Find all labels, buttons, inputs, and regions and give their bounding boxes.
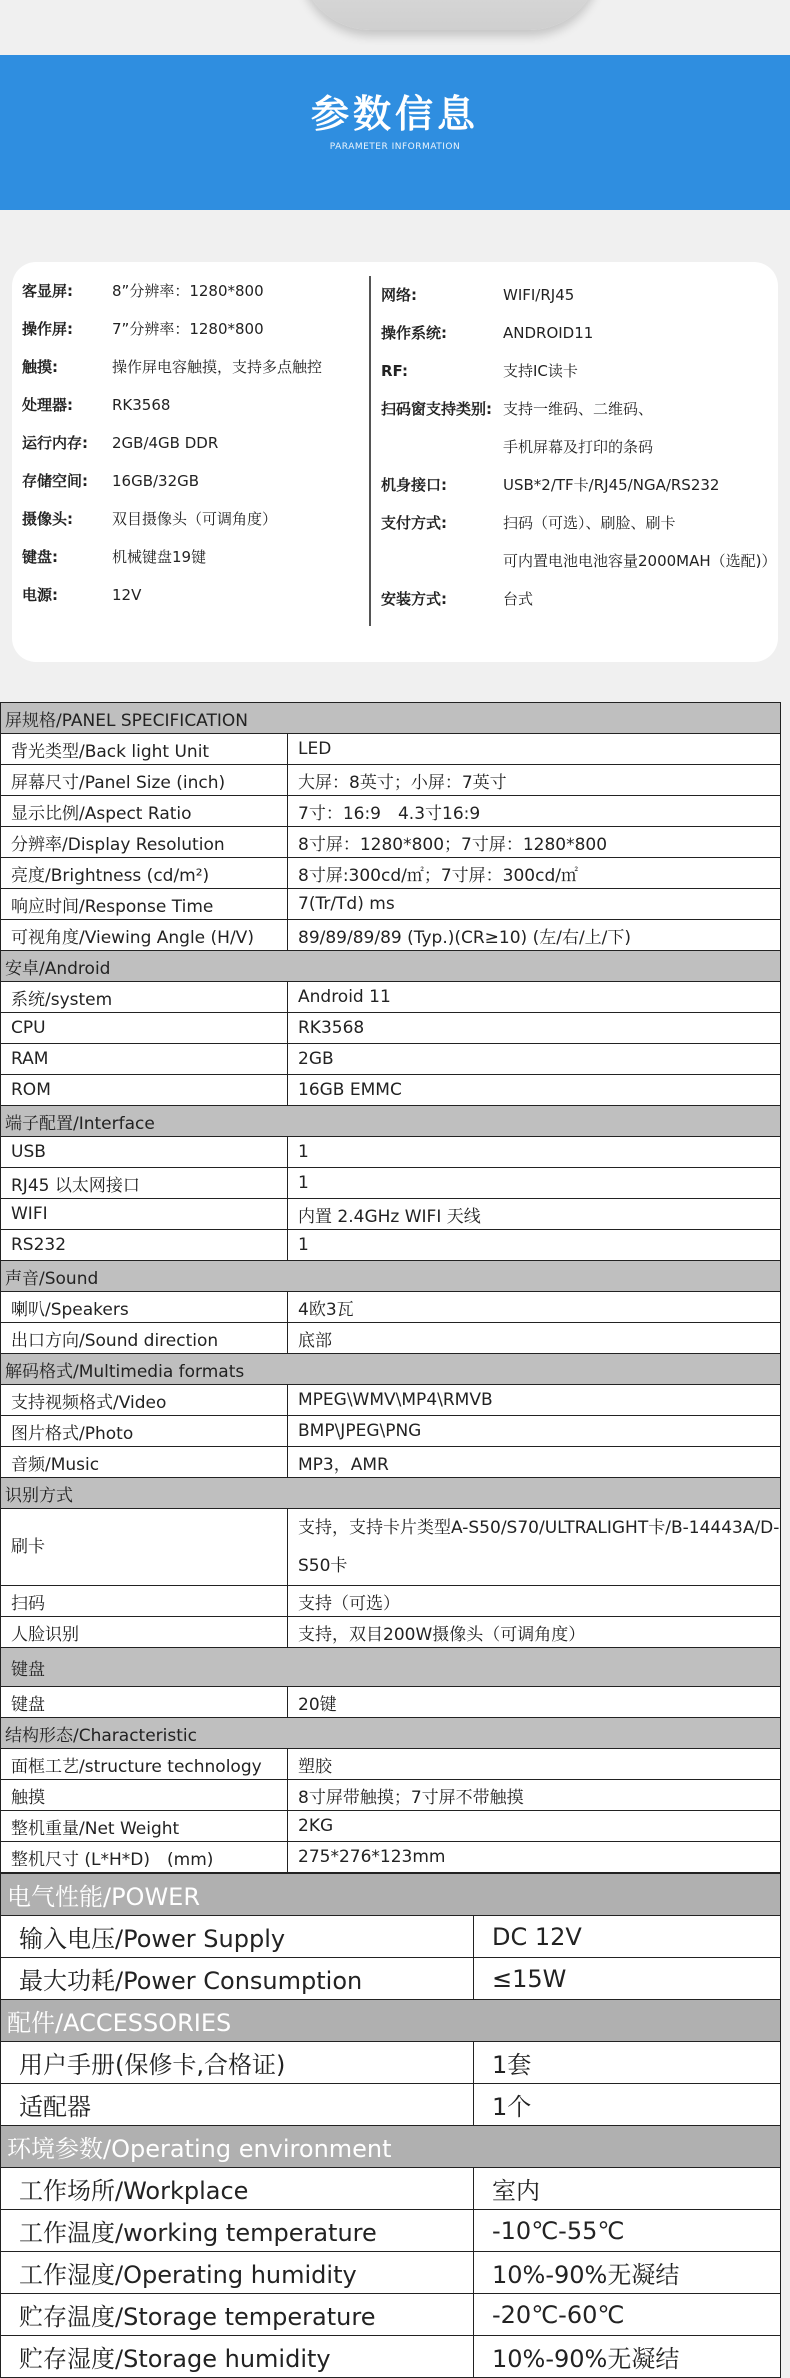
table-row — [1, 982, 781, 1013]
spec-key: 整机重量/Net Weight — [1, 1811, 288, 1842]
table-row — [1, 1416, 781, 1447]
summary-row — [22, 576, 362, 614]
spec-key: 触摸 — [1, 1780, 288, 1811]
spec-key: RAM — [1, 1044, 288, 1075]
table-row — [1, 1230, 781, 1261]
table-row — [1, 1509, 781, 1586]
summary-value: 支持IC读卡 — [503, 362, 578, 380]
summary-value: 手机屏幕及打印的条码 — [503, 438, 654, 456]
spec-value: 16GB EMMC — [288, 1075, 781, 1106]
spec-value: 275*276*123mm — [288, 1842, 781, 1873]
section-header: 结构形态/Characteristic — [1, 1718, 781, 1749]
spec-key: 贮存温度/Storage temperature — [1, 2294, 474, 2336]
spec-value: 10%-90%无凝结 — [474, 2252, 781, 2294]
table-row — [1, 1586, 781, 1617]
table-row — [1, 1749, 781, 1780]
summary-key: 键盘: — [22, 548, 58, 566]
summary-row — [22, 386, 362, 424]
summary-key: 触摸: — [22, 358, 58, 376]
summary-key: 支付方式: — [381, 514, 447, 532]
spec-value: 8寸屏带触摸；7寸屏不带触摸 — [288, 1780, 781, 1811]
section-header-row — [1, 1874, 781, 1916]
power-accessories-environment-table — [0, 1873, 781, 2378]
summary-right-column — [369, 276, 790, 626]
table-row — [1, 2084, 781, 2126]
spec-key: 分辨率/Display Resolution — [1, 827, 288, 858]
table-row — [1, 1916, 781, 1958]
spec-value: DC 12V — [474, 1916, 781, 1958]
section-header: 声音/Sound — [1, 1261, 781, 1292]
table-row — [1, 2042, 781, 2084]
summary-value: 操作屏电容触摸，支持多点触控 — [112, 358, 323, 376]
table-row — [1, 1811, 781, 1842]
spec-value: 1套 — [474, 2042, 781, 2084]
spec-key: 屏幕尺寸/Panel Size (inch) — [1, 765, 288, 796]
summary-key: 处理器: — [22, 396, 73, 414]
table-row — [1, 889, 781, 920]
spec-value: 大屏：8英寸；小屏：7英寸 — [288, 765, 781, 796]
table-row — [1, 1075, 781, 1106]
section-header: 键盘 — [1, 1648, 781, 1687]
table-row — [1, 1013, 781, 1044]
spec-key: 亮度/Brightness (cd/m²) — [1, 858, 288, 889]
summary-value: RK3568 — [112, 396, 171, 414]
spec-key: 出口方向/Sound direction — [1, 1323, 288, 1354]
spec-key: 刷卡 — [1, 1509, 288, 1586]
spec-key: WIFI — [1, 1199, 288, 1230]
spec-value: 2KG — [288, 1811, 781, 1842]
summary-value: 机械键盘19键 — [112, 548, 207, 566]
summary-value: 扫码（可选）、刷脸、刷卡 — [503, 514, 676, 532]
spec-key: 可视角度/Viewing Angle (H/V) — [1, 920, 288, 951]
spec-value: RK3568 — [288, 1013, 781, 1044]
spec-key: 键盘 — [1, 1687, 288, 1718]
summary-row — [22, 310, 362, 348]
spec-value: BMP\JPEG\PNG — [288, 1416, 781, 1447]
spec-value: 1个 — [474, 2084, 781, 2126]
table-row — [1, 2336, 781, 2378]
spec-value: Android 11 — [288, 982, 781, 1013]
spec-key: 图片格式/Photo — [1, 1416, 288, 1447]
section-header: 环境参数/Operating environment — [1, 2126, 781, 2168]
spec-value: 底部 — [288, 1323, 781, 1354]
spec-value: 7(Tr/Td) ms — [288, 889, 781, 920]
banner-title: 参数信息 — [310, 92, 479, 136]
spec-value: 内置 2.4GHz WIFI 天线 — [288, 1199, 781, 1230]
table-row — [1, 1617, 781, 1648]
summary-key: 安装方式: — [381, 590, 447, 608]
table-row — [1, 1687, 781, 1718]
summary-key: 存储空间: — [22, 472, 88, 490]
summary-value: 8”分辨率：1280*800 — [112, 282, 264, 300]
summary-value: 7”分辨率：1280*800 — [112, 320, 264, 338]
spec-value: MP3，AMR — [288, 1447, 781, 1478]
device-image-area — [0, 0, 790, 55]
section-header-row — [1, 951, 781, 982]
spec-value: 10%-90%无凝结 — [474, 2336, 781, 2378]
section-header-row — [1, 1718, 781, 1749]
spec-value: 20键 — [288, 1687, 781, 1718]
summary-key: 机身接口: — [381, 476, 447, 494]
section-header-row — [1, 1106, 781, 1137]
summary-key: 扫码窗支持类别: — [381, 400, 492, 418]
spec-key: 输入电压/Power Supply — [1, 1916, 474, 1958]
table-row — [1, 2168, 781, 2210]
summary-key: 摄像头: — [22, 510, 73, 528]
table-row — [1, 1385, 781, 1416]
table-row — [1, 1292, 781, 1323]
summary-value: WIFI/RJ45 — [503, 286, 575, 304]
table-row — [1, 920, 781, 951]
spec-value: 支持，支持卡片类型A-S50/S70/ULTRALIGHT卡/B-14443A/D-S50卡 — [288, 1509, 781, 1586]
summary-key: 电源: — [22, 586, 58, 604]
spec-key: 面框工艺/structure technology — [1, 1749, 288, 1780]
section-header-row — [1, 1354, 781, 1385]
spec-key: 支持视频格式/Video — [1, 1385, 288, 1416]
spec-key: USB — [1, 1137, 288, 1168]
summary-row — [371, 542, 790, 580]
summary-row — [371, 314, 790, 352]
spec-key: RJ45 以太网接口 — [1, 1168, 288, 1199]
table-row — [1, 2210, 781, 2252]
spec-value: 8寸屏:300cd/㎡；7寸屏：300cd/㎡ — [288, 858, 781, 889]
summary-row — [371, 504, 790, 542]
summary-row — [22, 424, 362, 462]
summary-value: 2GB/4GB DDR — [112, 434, 219, 452]
summary-left-column — [22, 272, 362, 614]
table-row — [1, 1842, 781, 1873]
table-row — [1, 796, 781, 827]
spec-value: 支持，双目200W摄像头（可调角度） — [288, 1617, 781, 1648]
section-header: 安卓/Android — [1, 951, 781, 982]
section-header: 识别方式 — [1, 1478, 781, 1509]
table-row — [1, 1958, 781, 2000]
section-header-row — [1, 1648, 781, 1687]
spec-key: 喇叭/Speakers — [1, 1292, 288, 1323]
summary-row — [371, 466, 790, 504]
summary-value: 台式 — [503, 590, 534, 608]
spec-value: -20℃-60℃ — [474, 2294, 781, 2336]
summary-value: 双目摄像头（可调角度） — [112, 510, 278, 528]
table-row — [1, 2252, 781, 2294]
table-row — [1, 765, 781, 796]
spec-key: 整机尺寸 (L*H*D) (mm) — [1, 1842, 288, 1873]
banner-subtitle: PARAMETER INFORMATION — [329, 142, 461, 152]
spec-key: 背光类型/Back light Unit — [1, 734, 288, 765]
table-row — [1, 1323, 781, 1354]
summary-value: USB*2/TF卡/RJ45/NGA/RS232 — [503, 476, 720, 494]
summary-key: 运行内存: — [22, 434, 88, 452]
table-row — [1, 1447, 781, 1478]
summary-row — [22, 462, 362, 500]
summary-value: 12V — [112, 586, 142, 604]
spec-key: 适配器 — [1, 2084, 474, 2126]
summary-key: 操作系统: — [381, 324, 447, 342]
table-row — [1, 2294, 781, 2336]
spec-key: 人脸识别 — [1, 1617, 288, 1648]
spec-value: 8寸屏：1280*800；7寸屏：1280*800 — [288, 827, 781, 858]
summary-row — [371, 352, 790, 390]
summary-row — [22, 348, 362, 386]
spec-value: 1 — [288, 1230, 781, 1261]
spec-key: 贮存湿度/Storage humidity — [1, 2336, 474, 2378]
table-row — [1, 858, 781, 889]
summary-row — [371, 276, 790, 314]
spec-value: 7寸：16:9 4.3寸16:9 — [288, 796, 781, 827]
summary-row — [22, 500, 362, 538]
spec-value: MPEG\WMV\MP4\RMVB — [288, 1385, 781, 1416]
spec-key: 扫码 — [1, 1586, 288, 1617]
section-header-row — [1, 1261, 781, 1292]
spec-key: 工作温度/working temperature — [1, 2210, 474, 2252]
spec-value: ≤15W — [474, 1958, 781, 2000]
spec-key: 音频/Music — [1, 1447, 288, 1478]
section-header-row — [1, 703, 781, 734]
spec-value: 89/89/89/89 (Typ.)(CR≥10) (左/右/上/下) — [288, 920, 781, 951]
table-row — [1, 827, 781, 858]
table-row — [1, 1168, 781, 1199]
spec-key: 最大功耗/Power Consumption — [1, 1958, 474, 2000]
table-row — [1, 1137, 781, 1168]
spec-key: 用户手册(保修卡,合格证) — [1, 2042, 474, 2084]
section-header: 电气性能/POWER — [1, 1874, 781, 1916]
section-header: 端子配置/Interface — [1, 1106, 781, 1137]
summary-row — [371, 580, 790, 618]
summary-row — [22, 538, 362, 576]
spec-key: 工作场所/Workplace — [1, 2168, 474, 2210]
summary-row — [22, 272, 362, 310]
spec-key: CPU — [1, 1013, 288, 1044]
table-row — [1, 734, 781, 765]
spec-key: 显示比例/Aspect Ratio — [1, 796, 288, 827]
table-row — [1, 1044, 781, 1075]
summary-key: 客显屏: — [22, 282, 73, 300]
section-header: 解码格式/Multimedia formats — [1, 1354, 781, 1385]
section-header-row — [1, 2126, 781, 2168]
section-banner — [0, 55, 790, 210]
section-header: 配件/ACCESSORIES — [1, 2000, 781, 2042]
spec-value: 4欧3瓦 — [288, 1292, 781, 1323]
spec-key: 工作湿度/Operating humidity — [1, 2252, 474, 2294]
table-row — [1, 1199, 781, 1230]
spec-key: 系统/system — [1, 982, 288, 1013]
section-header: 屏规格/PANEL SPECIFICATION — [1, 703, 781, 734]
spec-value: 室内 — [474, 2168, 781, 2210]
section-header-row — [1, 2000, 781, 2042]
spec-value: 1 — [288, 1168, 781, 1199]
table-row — [1, 1780, 781, 1811]
spec-value: -10℃-55℃ — [474, 2210, 781, 2252]
summary-value: ANDROID11 — [503, 324, 594, 342]
spec-table — [0, 702, 781, 1873]
spec-value: 塑胶 — [288, 1749, 781, 1780]
spec-key: ROM — [1, 1075, 288, 1106]
summary-row — [371, 390, 790, 428]
summary-key: RF: — [381, 362, 408, 380]
spec-value: 支持（可选） — [288, 1586, 781, 1617]
section-header-row — [1, 1478, 781, 1509]
summary-card — [12, 262, 778, 662]
spec-key: RS232 — [1, 1230, 288, 1261]
summary-key: 网络: — [381, 286, 417, 304]
spec-value: LED — [288, 734, 781, 765]
summary-row — [371, 428, 790, 466]
summary-value: 16GB/32GB — [112, 472, 200, 490]
spec-key: 响应时间/Response Time — [1, 889, 288, 920]
summary-value: 支持一维码、二维码、 — [503, 400, 654, 418]
summary-key: 操作屏: — [22, 320, 73, 338]
spec-value: 2GB — [288, 1044, 781, 1075]
device-bottom-edge — [300, 0, 600, 30]
spec-value: 1 — [288, 1137, 781, 1168]
summary-value: 可内置电池电池容量2000MAH（选配)） — [503, 552, 777, 570]
